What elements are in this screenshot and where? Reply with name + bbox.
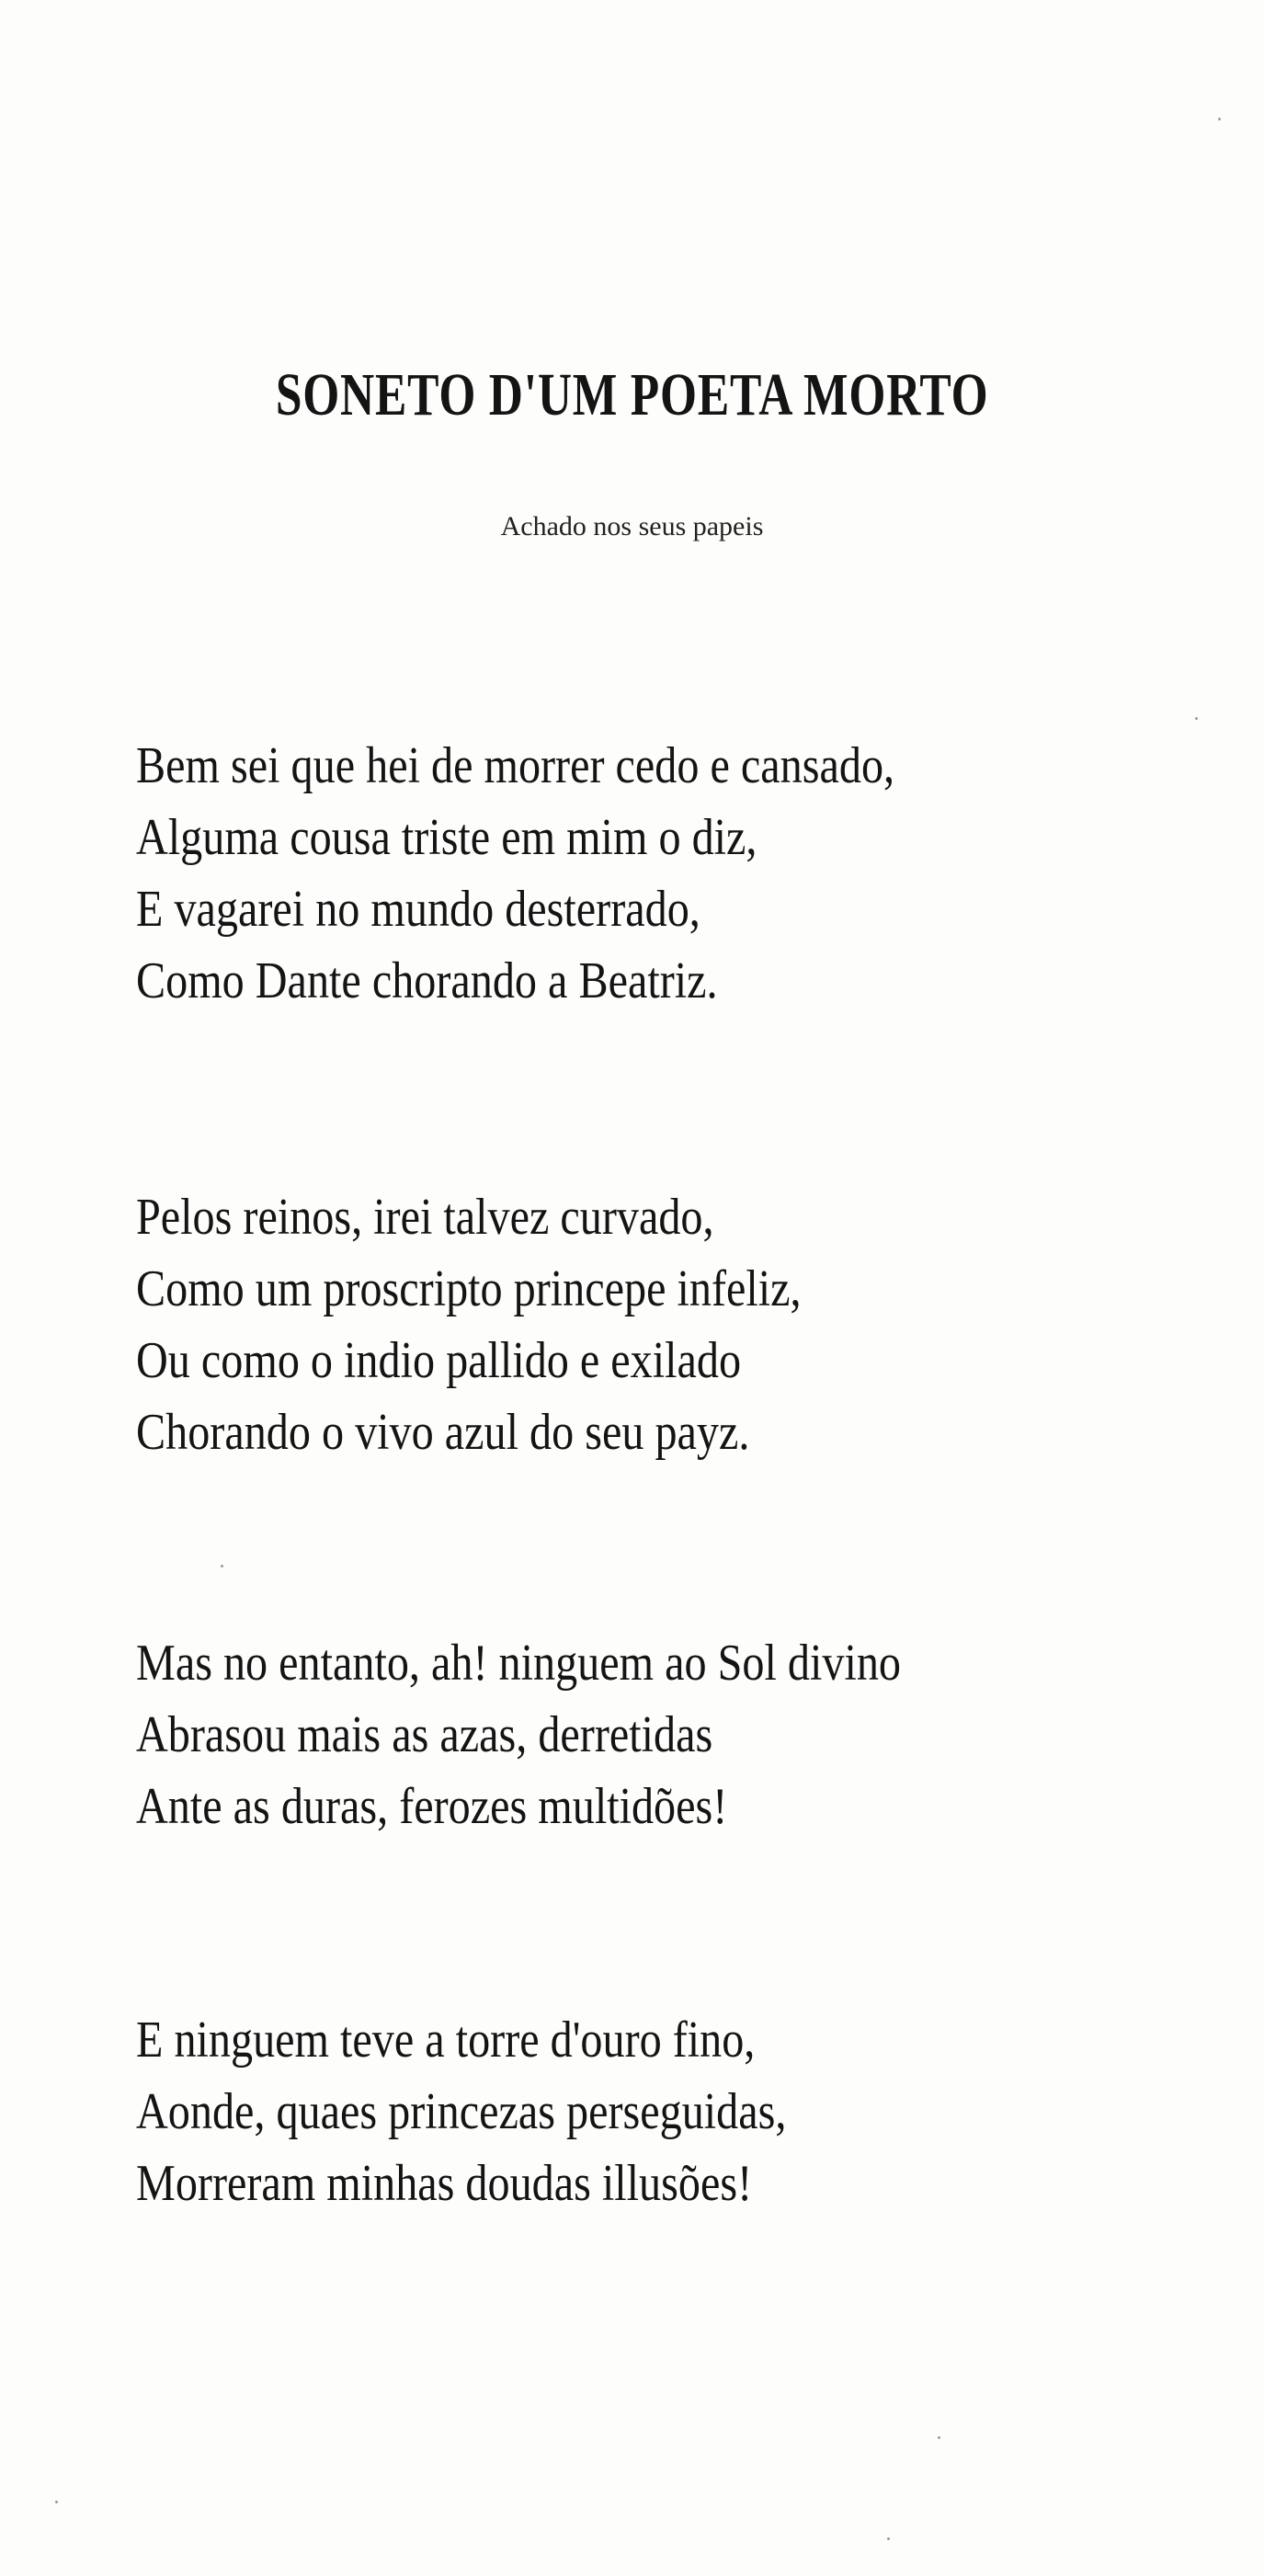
verse-line: Como Dante chorando a Beatriz. [136,952,718,1009]
verse-line: Ou como o indio pallido e exilado [136,1332,742,1389]
verse-line: Alguma cousa triste em mim o diz, [136,809,757,866]
verse-line: Aonde, quaes princezas perseguidas, [136,2083,787,2140]
verse-line: Bem sei que hei de morrer cedo e cansado, [136,737,895,794]
verse-line: Chorando o vivo azul do seu payz. [136,1404,750,1461]
paper-speck [1195,717,1198,720]
verse-line: Pelos reinos, irei talvez curvado, [136,1189,714,1246]
paper-speck [887,2537,890,2540]
verse-line: E ninguem teve a torre d'ouro fino, [136,2012,756,2069]
paper-speck [938,2436,940,2439]
stanza-2 [136,1181,1045,1468]
stanza-3 [136,1627,1045,1842]
paper-speck [55,2501,58,2503]
stanza-4 [136,2004,1045,2219]
verse-line: E vagarei no mundo desterrado, [136,881,700,938]
verse-line: Morreram minhas doudas illusões! [136,2155,753,2212]
poem-title: SONETO D'UM POETA MORTO [275,361,989,428]
paper-speck [1218,118,1221,120]
verse-line: Como um proscripto princepe infeliz, [136,1260,802,1317]
verse-line: Mas no entanto, ah! ninguem ao Sol divino [136,1635,901,1692]
verse-line: Ante as duras, ferozes multidões! [136,1778,728,1835]
stanza-1 [136,730,1045,1017]
paper-speck [221,1565,223,1567]
verse-line: Abrasou mais as azas, derretidas [136,1706,713,1763]
poem-subtitle: Achado nos seus papeis [500,511,764,541]
